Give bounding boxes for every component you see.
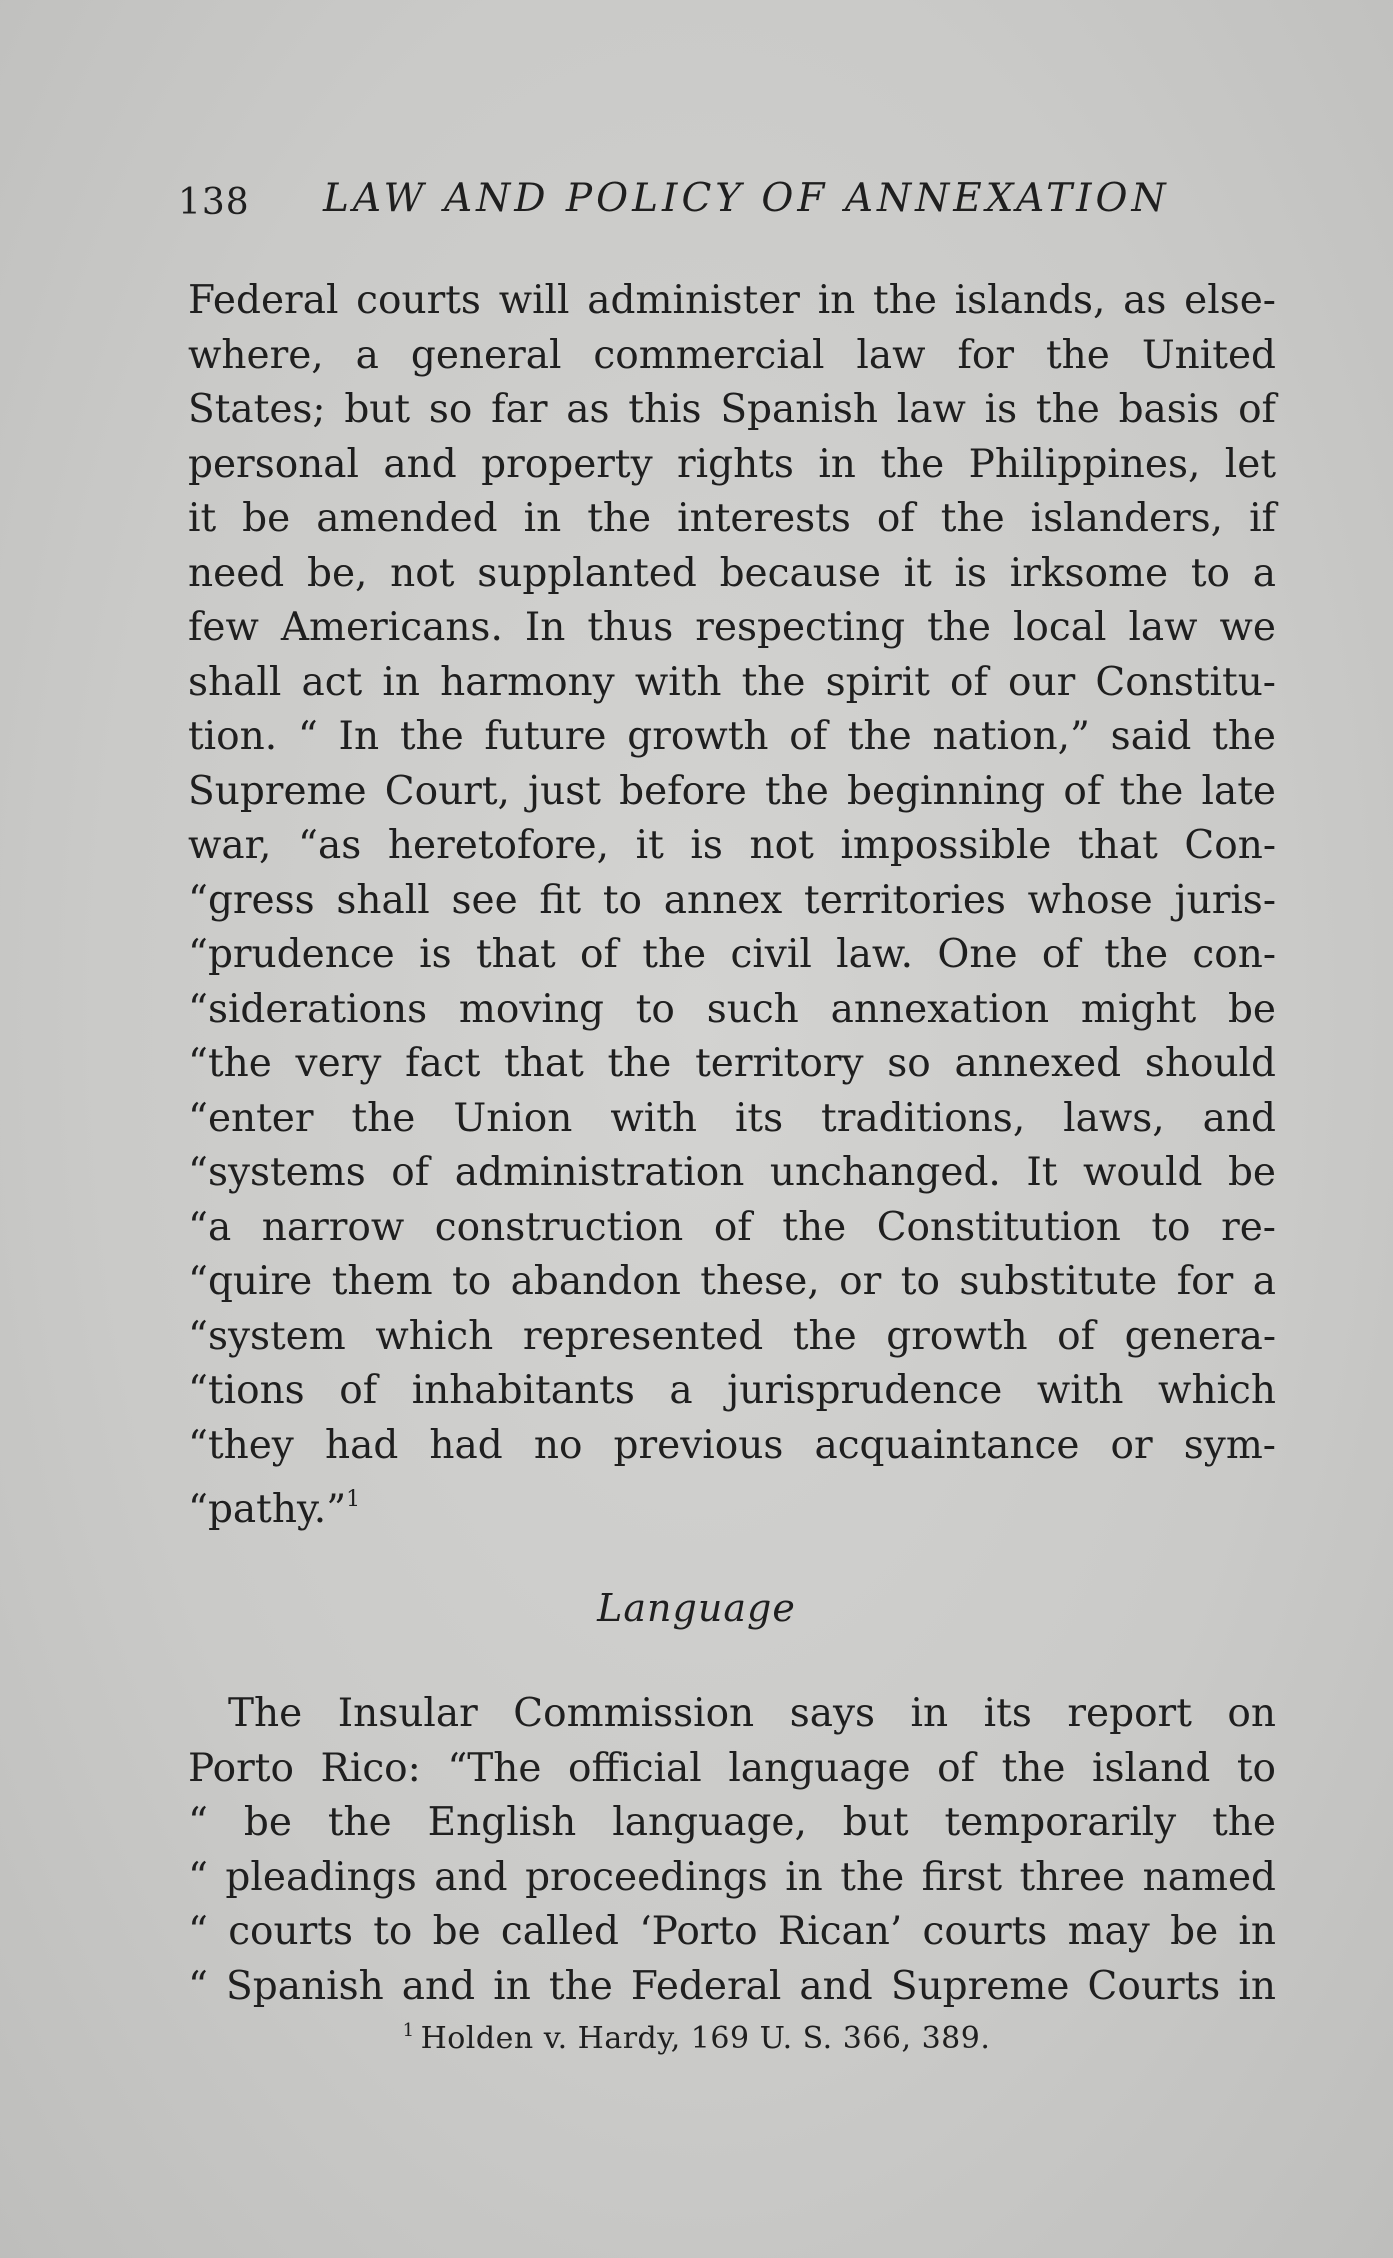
- text-line: “prudence is that of the civil law. One of the con-: [188, 932, 1276, 977]
- section-heading-language: Language: [597, 1586, 796, 1630]
- text-line: tion. “ In the future growth of the nation,” said the: [188, 714, 1276, 759]
- footnote-marker: 1: [402, 2020, 415, 2041]
- text-line: “ courts to be called ‘Porto Rican’ courts may be in: [188, 1909, 1276, 1954]
- text-line: where, a general commercial law for the United: [188, 332, 1276, 378]
- text-line: “ Spanish and in the Federal and Supreme Courts in: [188, 1963, 1276, 2009]
- text-line: “system which represented the growth of genera-: [188, 1313, 1276, 1359]
- text-line: shall act in harmony with the spirit of our Constitu-: [188, 659, 1276, 705]
- text-line: Supreme Court, just before the beginning of the late: [188, 768, 1276, 814]
- text-line-content: “pathy.”: [188, 1487, 347, 1532]
- text-line: “enter the Union with its traditions, laws, and: [188, 1095, 1276, 1141]
- paragraph-language: [188, 1687, 1276, 2014]
- text-line: “siderations moving to such annexation might be: [188, 986, 1276, 1032]
- text-line-final: [188, 1473, 1276, 1532]
- text-line: need be, not supplanted because it is irksome to a: [188, 550, 1276, 596]
- footnote-reference: 1: [346, 1487, 361, 1512]
- text-line: it be amended in the interests of the islanders, if: [188, 496, 1276, 541]
- page-header: [178, 176, 1278, 236]
- paragraph-annexation: [188, 274, 1276, 1532]
- text-line: “quire them to abandon these, or to substitute for a: [188, 1259, 1276, 1304]
- text-line: States; but so far as this Spanish law is the basis of: [188, 387, 1276, 432]
- footnote-text: Holden v. Hardy, 169 U. S. 366, 389.: [420, 2021, 991, 2056]
- text-line: “they had had no previous acquaintance or sym-: [188, 1422, 1276, 1468]
- text-line: war, “as heretofore, it is not impossible that Con-: [188, 823, 1276, 868]
- page-number: 138: [178, 182, 250, 223]
- text-line: “tions of inhabitants a jurisprudence with which: [188, 1368, 1276, 1413]
- text-line: “ pleadings and proceedings in the first three named: [188, 1854, 1276, 1900]
- text-line: Federal courts will administer in the islands, as else-: [188, 278, 1276, 323]
- text-line: “gress shall see fit to annex territories whose juris-: [188, 877, 1276, 923]
- text-line: Porto Rico: “The official language of the island to: [188, 1745, 1276, 1791]
- text-line: “systems of administration unchanged. It would be: [188, 1150, 1276, 1195]
- running-title: LAW AND POLICY OF ANNEXATION: [323, 176, 1170, 221]
- text-line: The Insular Commission says in its report on: [228, 1691, 1276, 1736]
- text-line: personal and property rights in the Philippines, let: [188, 441, 1276, 487]
- footnote: [0, 2020, 1393, 2056]
- text-line: “a narrow construction of the Constitution to re-: [188, 1204, 1276, 1250]
- text-line: “ be the English language, but temporarily the: [188, 1800, 1276, 1845]
- text-line: few Americans. In thus respecting the local law we: [188, 605, 1276, 650]
- text-line: “the very fact that the territory so annexed should: [188, 1041, 1276, 1086]
